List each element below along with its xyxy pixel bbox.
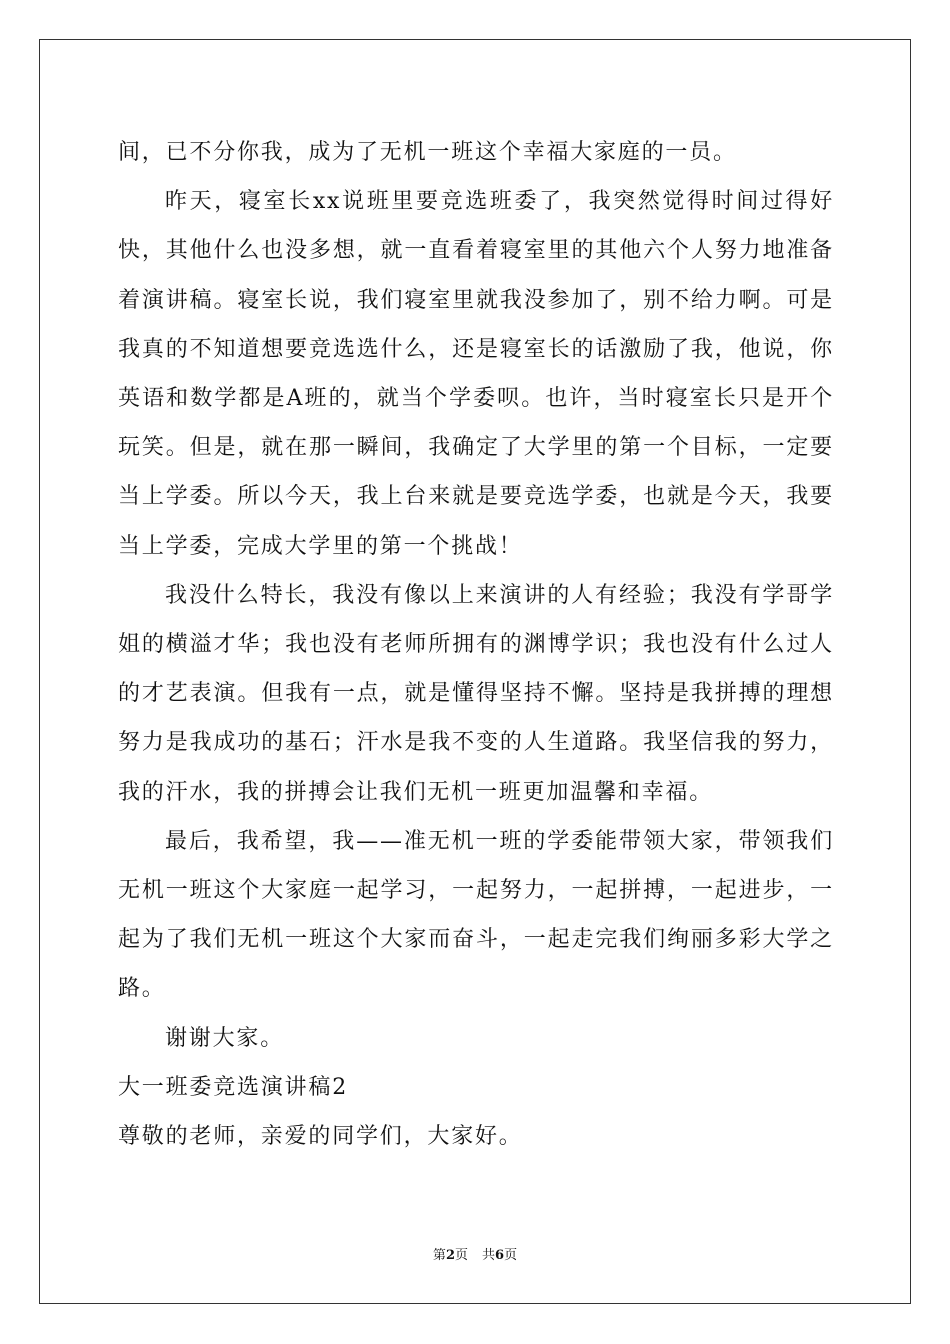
paragraph-thanks: 谢谢大家。	[165, 1025, 285, 1051]
paragraph-no-talent: 我没什么特长，我没有像以上来演讲的人有经验；我没有学哥学姐的横溢才华；我也没有老师所拥有的渊博学识；我也没有什么过人的才艺表演。但我有一点，就是懂得坚持不懈。坚持是我拼搏的理想努力是我成功的基石；汗水是我不变的人生道路。我坚信我的努力，我的汗水，我的拼搏会让我们无机一班更加温馨和幸福。	[118, 582, 834, 805]
paragraph-dorm-leader: 昨天，寝室长xx说班里要竞选班委了，我突然觉得时间过得好快，其他什么也没多想，就一直看着寝室里的其他六个人努力地准备着演讲稿。寝室长说，我们寝室里就我没参加了，别不给力啊。可是我真的不知道想要竞选选什么，还是寝室长的话激励了我，他说，你英语和数学都是A班的，就当个学委呗。也许，当时寝室长只是开个玩笑。但是，就在那一瞬间，我确定了大学里的第一个目标，一定要当上学委。所以今天，我上台来就是要竞选学委，也就是今天，我要当上学委，完成大学里的第一个挑战！	[118, 189, 834, 559]
paragraph-continued: 间，已不分你我，成为了无机一班这个幸福大家庭的一员。	[118, 140, 737, 165]
page-suffix: 页	[454, 1248, 468, 1263]
section-heading: 大一班委竞选演讲稿2	[118, 1074, 348, 1100]
page-prefix: 第	[432, 1248, 446, 1263]
paragraph-conclusion: 最后，我希望，我——准无机一班的学委能带领大家，带领我们无机一班这个大家庭一起学习，一起努力，一起拼搏，一起进步，一起为了我们无机一班这个大家而奋斗，一起走完我们绚丽多彩大学之路。	[118, 828, 834, 1002]
total-prefix: 共	[482, 1248, 496, 1263]
page-current: 2	[445, 1248, 455, 1263]
page-total: 6	[495, 1248, 505, 1263]
page-footer	[0, 1246, 950, 1266]
paragraph-greeting: 尊敬的老师，亲爱的同学们，大家好。	[118, 1124, 523, 1150]
document-body	[118, 128, 834, 1161]
total-suffix: 页	[504, 1248, 518, 1263]
